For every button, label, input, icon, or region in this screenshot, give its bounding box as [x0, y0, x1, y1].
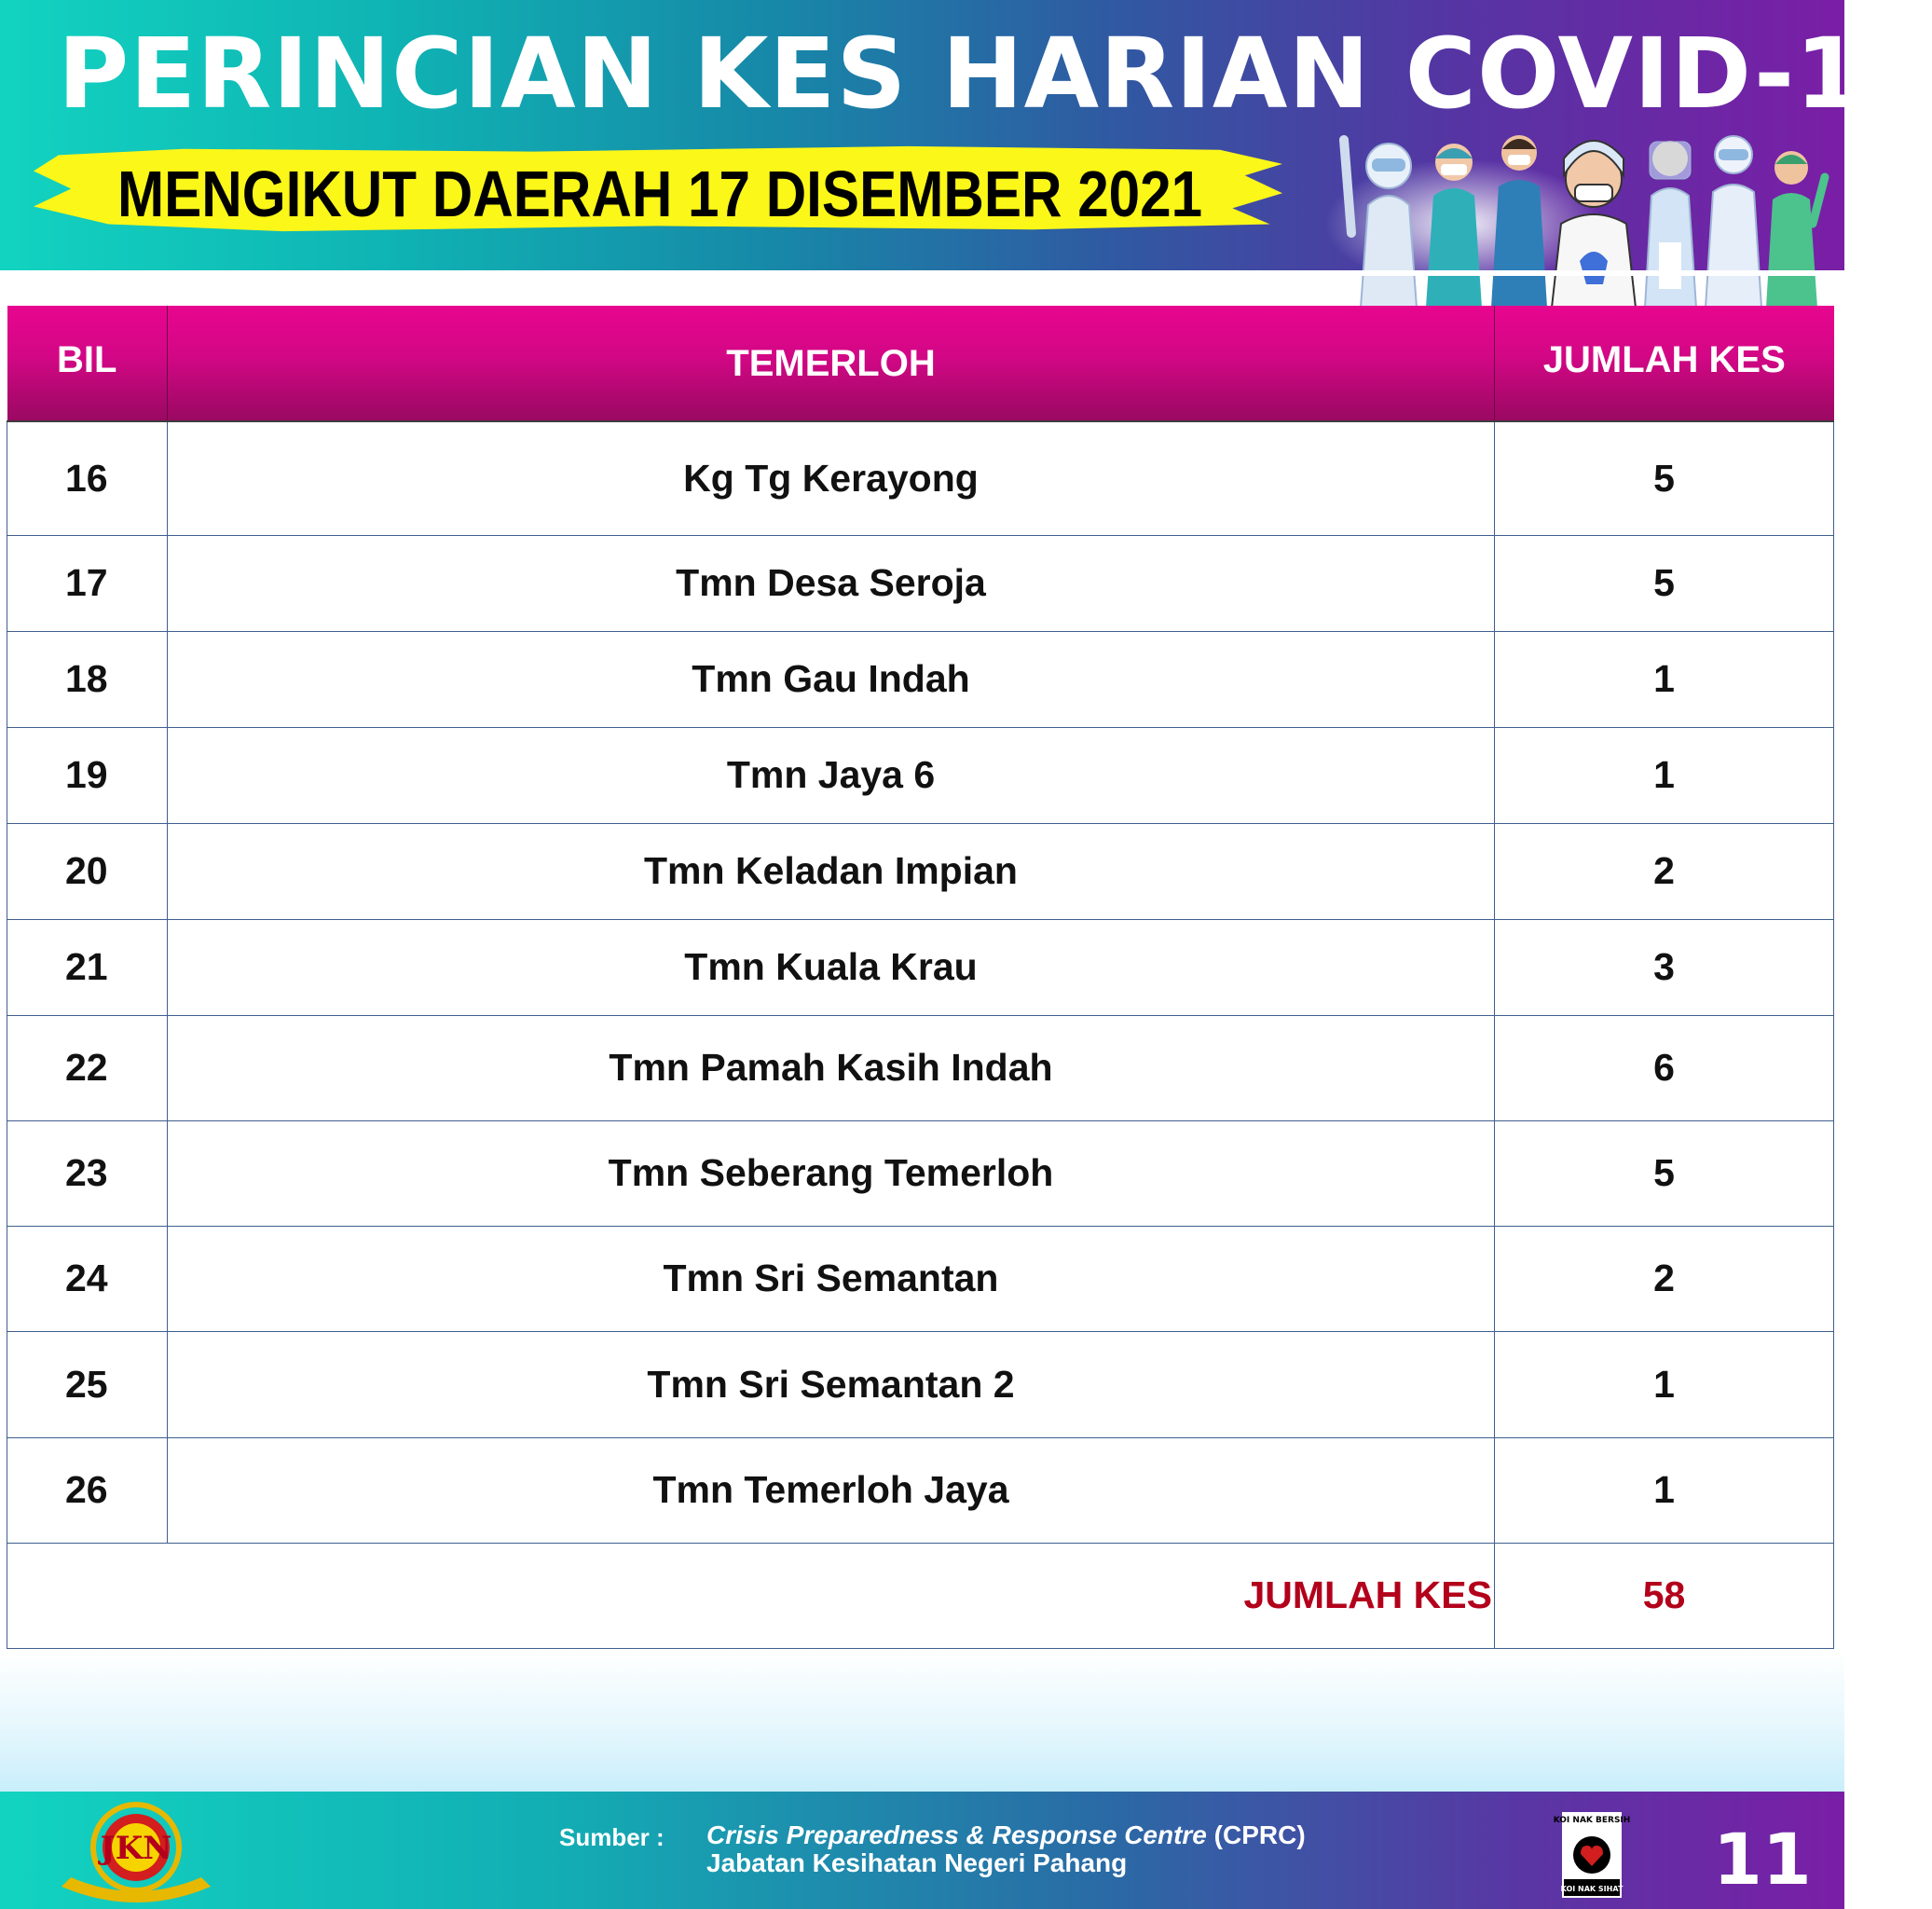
column-header-district: TEMERLOH [168, 306, 1495, 421]
health-workers-illustration [1342, 121, 1827, 308]
total-value: 58 [1495, 1543, 1834, 1648]
source-organization [706, 1820, 1306, 1850]
table-row [7, 1331, 1834, 1437]
row-number: 18 [7, 631, 168, 727]
case-count: 2 [1495, 1226, 1834, 1331]
locality-name: Tmn Kuala Krau [168, 919, 1495, 1015]
page-title: PERINCIAN KES HARIAN COVID-19 [58, 17, 1932, 130]
row-number: 22 [7, 1015, 168, 1120]
svg-text:KOI NAK SIHAT: KOI NAK SIHAT [1560, 1885, 1624, 1893]
page-number: 11 [1713, 1818, 1812, 1901]
worker-ppe-icon [1344, 140, 1417, 308]
locality-name: Tmn Jaya 6 [168, 727, 1495, 823]
row-number: 23 [7, 1120, 168, 1226]
table-row [7, 1015, 1834, 1120]
source-department: Jabatan Kesihatan Negeri Pahang [706, 1848, 1128, 1877]
locality-name: Tmn Keladan Impian [168, 823, 1495, 919]
table-row [7, 535, 1834, 631]
header-banner [0, 0, 1932, 276]
row-number: 26 [7, 1437, 168, 1543]
table-row [7, 919, 1834, 1015]
case-count: 1 [1495, 1437, 1834, 1543]
case-count: 1 [1495, 727, 1834, 823]
case-count: 3 [1495, 919, 1834, 1015]
table-header-row [7, 306, 1834, 421]
case-count: 6 [1495, 1015, 1834, 1120]
row-number: 17 [7, 535, 168, 631]
koi-nak-sihat-logo-icon [1553, 1812, 1631, 1898]
table-row [7, 631, 1834, 727]
row-number: 20 [7, 823, 168, 919]
table-row [7, 823, 1834, 919]
locality-name: Tmn Seberang Temerloh [168, 1120, 1495, 1226]
row-number: 16 [7, 421, 168, 535]
row-number: 24 [7, 1226, 168, 1331]
locality-name: Tmn Desa Seroja [168, 535, 1495, 631]
case-count: 1 [1495, 631, 1834, 727]
worker-center-icon [1552, 141, 1636, 308]
locality-name: Tmn Sri Semantan [168, 1226, 1495, 1331]
table-row [7, 421, 1834, 535]
source-label: Sumber : [559, 1823, 665, 1851]
table-row [7, 1120, 1834, 1226]
table-row [7, 1226, 1834, 1331]
page-subtitle: MENGIKUT DAERAH 17 DISEMBER 2021 [117, 158, 1203, 230]
jkn-logo-icon [52, 1797, 220, 1905]
svg-text:JKN: JKN [100, 1830, 172, 1867]
total-label: JUMLAH KES [7, 1543, 1495, 1648]
row-number: 21 [7, 919, 168, 1015]
table-row [7, 727, 1834, 823]
locality-name: Kg Tg Kerayong [168, 421, 1495, 535]
case-count: 5 [1495, 421, 1834, 535]
locality-name: Tmn Sri Semantan 2 [168, 1331, 1495, 1437]
locality-name: Tmn Gau Indah [168, 631, 1495, 727]
case-count: 5 [1495, 535, 1834, 631]
case-count: 5 [1495, 1120, 1834, 1226]
worker-shield-icon [1645, 141, 1696, 308]
source-org-abbr: (CPRC) [1206, 1820, 1306, 1849]
case-table [7, 306, 1833, 1649]
case-count: 2 [1495, 823, 1834, 919]
worker-scrubs-icon [1426, 144, 1482, 308]
total-row [7, 1543, 1834, 1648]
row-number: 25 [7, 1331, 168, 1437]
svg-text:KOI NAK BERSIH: KOI NAK BERSIH [1553, 1816, 1631, 1825]
table-row [7, 1437, 1834, 1543]
worker-doctor-icon [1491, 135, 1547, 308]
footer-fade [0, 1650, 1844, 1792]
locality-name: Tmn Pamah Kasih Indah [168, 1015, 1495, 1120]
source-org-name: Crisis Preparedness & Response Centre [706, 1820, 1207, 1849]
worker-ppe2-icon [1706, 136, 1761, 308]
case-count: 1 [1495, 1331, 1834, 1437]
worker-nurse-icon [1766, 151, 1825, 308]
column-header-bil: BIL [7, 306, 168, 421]
locality-name: Tmn Temerloh Jaya [168, 1437, 1495, 1543]
column-header-cases: JUMLAH KES [1495, 306, 1834, 421]
row-number: 19 [7, 727, 168, 823]
